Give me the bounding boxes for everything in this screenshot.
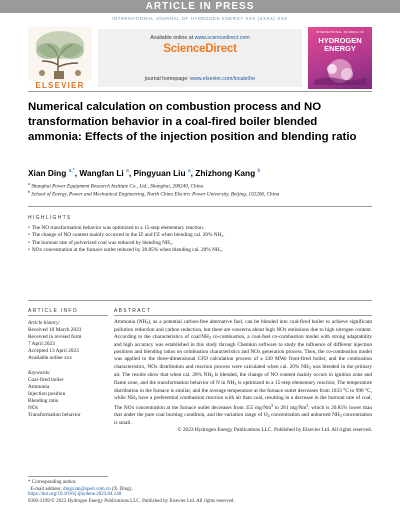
journal-cover-thumbnail [308, 27, 372, 89]
cover-art-image [314, 57, 366, 85]
affiliation-text: Shanghai Power Equipment Research Institute Co., Ltd., Shanghai, 200240, China [31, 183, 204, 190]
keywords-label: Keywords: [28, 369, 51, 376]
article-info [28, 320, 108, 419]
highlight-item: • NOx concentration at the furnace outlet reduced by 20.85% when blending cal. 20% NH₃. [28, 247, 372, 254]
divider [28, 300, 372, 301]
available-online-date: Available online xxx [28, 355, 73, 362]
affiliation-text: School of Energy, Power and Mechanical Engineering, North China Electric Power University, Beijing, 102206, China [31, 191, 280, 198]
keyword: NOx [28, 405, 39, 412]
author-affiliation-mark: a [126, 168, 129, 175]
email-suffix: (X. Ding). [110, 486, 133, 492]
keyword: Blending ratio [28, 397, 59, 404]
affiliation [28, 190, 372, 198]
journal-masthead [28, 25, 372, 92]
accepted-date: Accepted 13 April 2023 [28, 348, 79, 355]
corresponding-label: Corresponding author. [31, 480, 77, 485]
highlight-item: • The burnout rate of pulverized coal was reduced by blending NH₃. [28, 240, 372, 247]
author-affiliation-mark: a [187, 168, 191, 175]
received-date: Received 10 March 2023 [28, 327, 82, 334]
revised-label: Received in revised form [28, 334, 82, 341]
highlights-heading: HIGHLIGHTS [28, 215, 72, 221]
sciencedirect-logo: ScienceDirect [163, 43, 237, 55]
author-name[interactable]: Xian Ding [28, 168, 67, 178]
article-title: Numerical calculation on combustion process and NO transformation behavior in a coal-fired boiler blended ammonia: Effects of the injection position and blending ratio [28, 101, 357, 144]
elsevier-wordmark: ELSEVIER [35, 81, 85, 90]
divider [28, 206, 372, 207]
article-in-press-banner: ARTICLE IN PRESS [0, 0, 400, 13]
highlight-item: • The NO transformation behavior was optimized to a 15-step elementary reaction. [28, 225, 372, 232]
author-name[interactable]: Wangfan Li [79, 168, 124, 178]
footnote-mark: * [28, 480, 31, 485]
highlights-list [28, 225, 372, 254]
elsevier-tree-logo [28, 27, 92, 91]
divider [28, 315, 108, 316]
sciencedirect-box [98, 29, 302, 87]
cover-title-line-1: HYDROGEN [318, 36, 362, 45]
author-list: Xian Ding $^{a,*}$, Wangfan Li $^a$, Pingyuan Liu $^a$, Zhizhong Kang $^b$ [28, 168, 261, 178]
affiliation-mark: a [28, 182, 30, 186]
author-affiliation-mark: b [257, 168, 261, 175]
homepage-prefix: journal homepage: [144, 76, 191, 82]
cover-title-line-2: ENERGY [324, 44, 356, 53]
keyword: Injection position [28, 390, 66, 397]
keyword: Ammonia [28, 383, 50, 390]
homepage-link[interactable]: www.elsevier.com/locate/he [190, 76, 256, 82]
email-prefix: E-mail address: [30, 486, 63, 492]
affiliation-mark: b [28, 190, 30, 194]
revised-date: 7 April 2023 [28, 341, 55, 348]
available-online [98, 35, 302, 41]
author-name[interactable]: Pingyuan Liu [133, 168, 186, 178]
publisher-line: 0360-3199/© 2023 Hydrogen Energy Publications LLC. Published by Elsevier Ltd. All rights reserved. [28, 499, 235, 504]
footnote-divider [28, 476, 108, 477]
journal-running-head: INTERNATIONAL JOURNAL OF HYDROGEN ENERGY XXX (XXXX) XXX [112, 16, 288, 21]
doi-link[interactable]: https://doi.org/10.1016/j.ijhydene.2023.04.140 [28, 492, 122, 497]
divider [114, 315, 372, 316]
article-info-heading: ARTICLE INFO [28, 308, 78, 314]
highlight-item: • The change of NO content mainly occurred in the IZ and FZ when blending cal. 20% NH₃. [28, 232, 372, 239]
cover-header: INTERNATIONAL JOURNAL OF [315, 30, 365, 34]
author-affiliation-mark: a,* [68, 168, 75, 175]
email-link[interactable]: dingxian@speri.com.cn [63, 486, 111, 492]
keyword: Transformation behavior [28, 412, 81, 419]
copyright-notice: © 2023 Hydrogen Energy Publications LLC. Published by Elsevier Ltd. All rights reserved. [177, 427, 372, 434]
keyword: Coal-fired boiler [28, 376, 64, 383]
author-name[interactable]: Zhizhong Kang [195, 168, 256, 178]
history-label: Article history: [28, 320, 61, 326]
abstract-heading: ABSTRACT [114, 308, 152, 314]
journal-homepage [98, 76, 302, 82]
available-prefix: Available online at [150, 35, 195, 41]
abstract-text: Ammonia $(NH_3)$, as a potential carbon-free alternative fuel, can be blended into coal-fired boiler to achieve significant pollution reduction and carbon reduction, but there are concerns about high NOx emissions due to high nitrogen content. According to the characteristics of coal/$NH_3$ co-combustion, a coal-fuel co-combustion model with strong adaptability and high accuracy was established in this study through Chemkin software to study the influence of different injection positions and blending ratios on combustion characteristics and NOx generation process. Then, the co-combustion model was applied to the three-dimensional CFD calculation process of a 330 MWe front-fired boiler, and the combustion characteristics, NOx distribution and reaction process were calculated when cal. 20% $NH_3$ was blended in the primary air. The results show that when cal. 20% $NH_3$ is blended, the change of NO content mainly occurs in ignition zone and flame zone, and the transformation behavior of N in $NH_3$ is optimized to a 15-step elementary reaction; The temperature distribution in the furnace is similar, and the average temperature at the furnace outlet decreases from 1033 °C to 998 °C, while $NH_3$ have a preferential combustion reaction with air than coal, resulting in a decrease in the burnout rate of coal; The NOx concentration at the furnace outlet decreases from 355 mg/Nm$^3$ to 281 mg/Nm$^3$, which is 20.85% lower than that under the pure coal burning condition, and the variation range of $O_2$ concentration and unburned $NH_3$ concentration is small. © 2023 Hydrogen Energy Publications LLC. Published by Elsevier Ltd. All rights reserved. [114, 319, 373, 434]
sciencedirect-link[interactable]: www.sciencedirect.com [194, 35, 250, 41]
affiliation [28, 182, 372, 190]
